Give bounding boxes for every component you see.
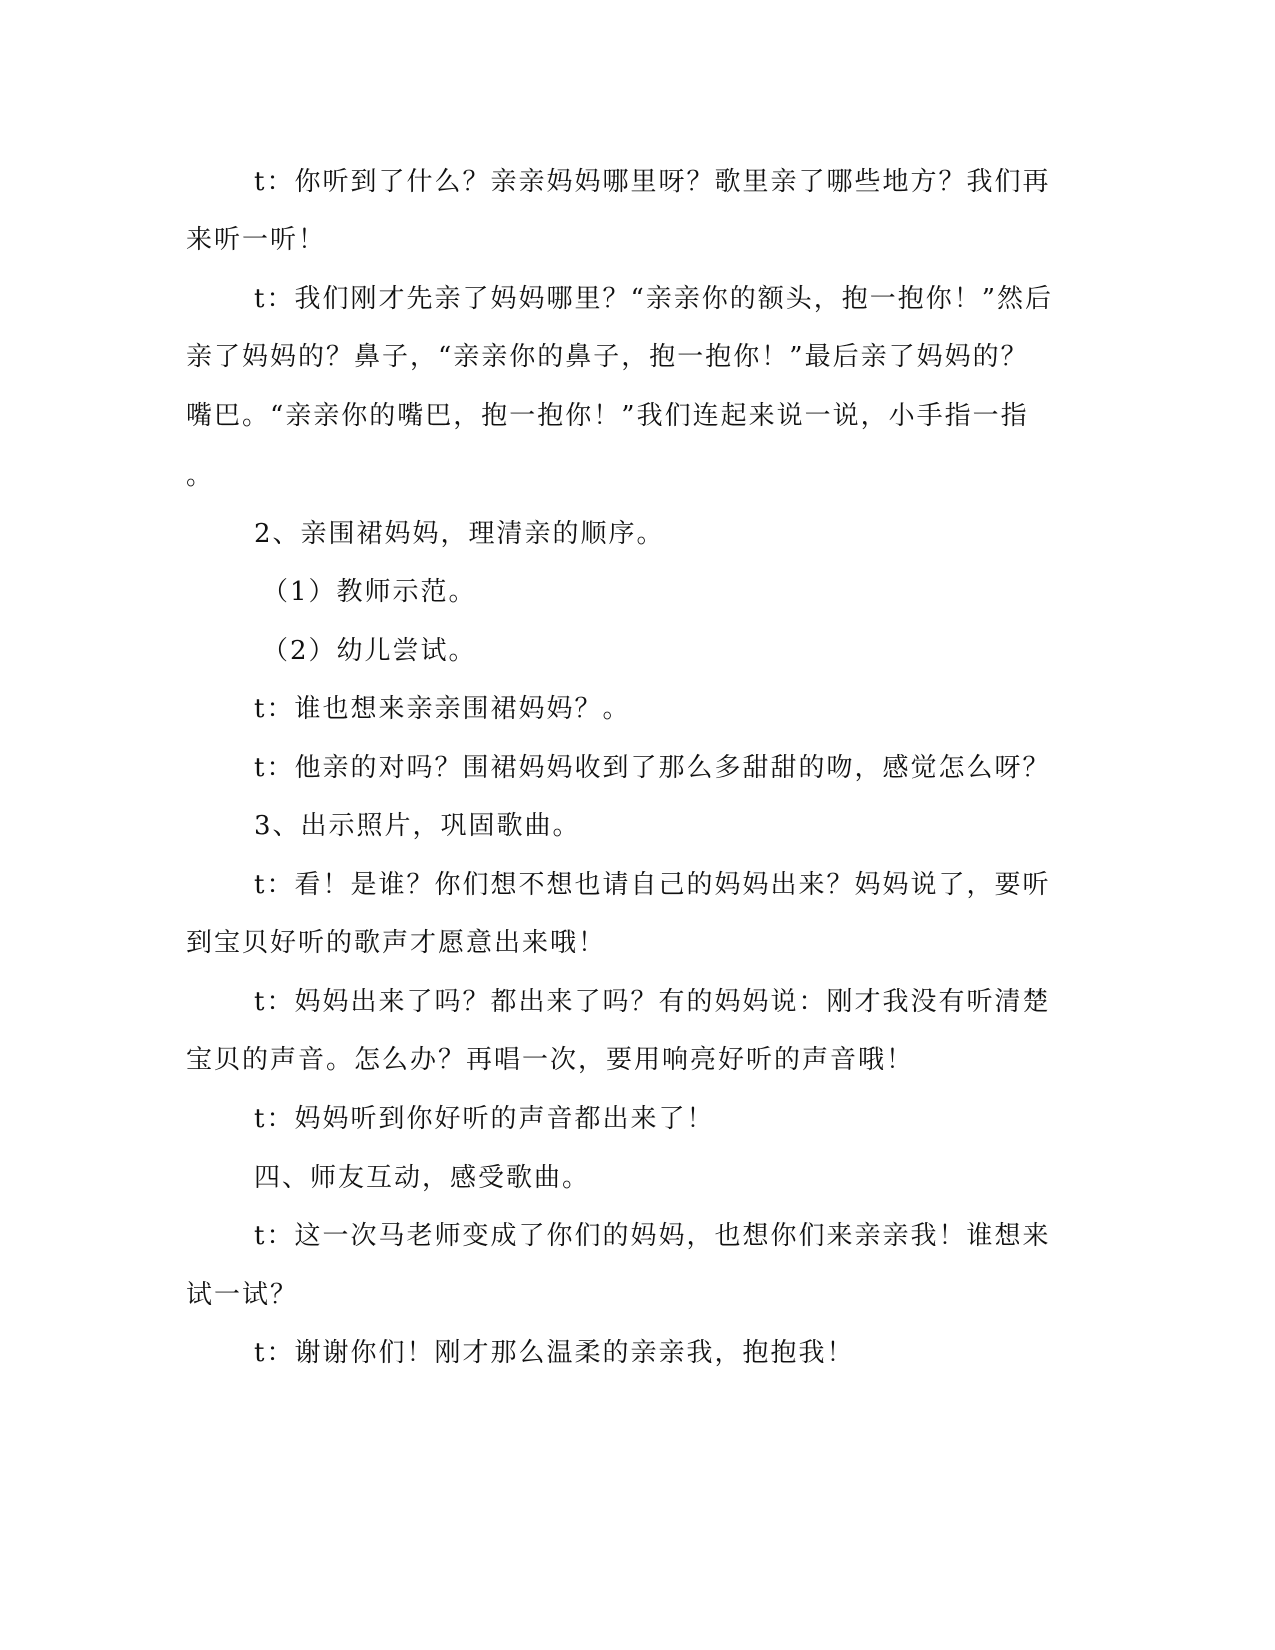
- paragraph-line: t：他亲的对吗？围裙妈妈收到了那么多甜甜的吻，感觉怎么呀？: [254, 753, 1051, 783]
- paragraph-line: t：这一次马老师变成了你们的妈妈，也想你们来亲亲我！谁想来: [254, 1221, 1051, 1251]
- paragraph-line: （2）幼儿尝试。: [262, 636, 477, 666]
- paragraph-line: 嘴巴。“亲亲你的嘴巴，抱一抱你！”我们连起来说一说，小手指一指: [186, 401, 1029, 431]
- paragraph-line: t：看！是谁？你们想不想也请自己的妈妈出来？妈妈说了，要听: [254, 870, 1051, 900]
- paragraph-line: 来听一听！: [186, 225, 327, 255]
- paragraph-line: 2、亲围裙妈妈，理清亲的顺序。: [254, 519, 665, 549]
- paragraph-line: t：我们刚才先亲了妈妈哪里？“亲亲你的额头，抱一抱你！”然后: [254, 284, 1054, 314]
- paragraph-line: （1）教师示范。: [262, 577, 477, 607]
- paragraph-line: 。: [186, 461, 215, 491]
- paragraph-line: t：你听到了什么？亲亲妈妈哪里呀？歌里亲了哪些地方？我们再: [254, 167, 1051, 197]
- paragraph-line: 宝贝的声音。怎么办？再唱一次，要用响亮好听的声音哦！: [186, 1045, 915, 1075]
- paragraph-line: t：妈妈听到你好听的声音都出来了！: [254, 1104, 715, 1134]
- paragraph-line: 到宝贝好听的歌声才愿意出来哦！: [186, 928, 607, 958]
- paragraph-line: 试一试？: [186, 1280, 299, 1310]
- paragraph-line: 四、师友互动，感受歌曲。: [254, 1163, 591, 1193]
- paragraph-line: t：谁也想来亲亲围裙妈妈？。: [254, 694, 631, 724]
- paragraph-line: t：妈妈出来了吗？都出来了吗？有的妈妈说：刚才我没有听清楚: [254, 987, 1051, 1017]
- paragraph-line: 3、出示照片，巩固歌曲。: [254, 811, 581, 841]
- paragraph-line: t：谢谢你们！刚才那么温柔的亲亲我，抱抱我！: [254, 1338, 855, 1368]
- paragraph-line: 亲了妈妈的？鼻子，“亲亲你的鼻子，抱一抱你！”最后亲了妈妈的？: [186, 342, 1029, 372]
